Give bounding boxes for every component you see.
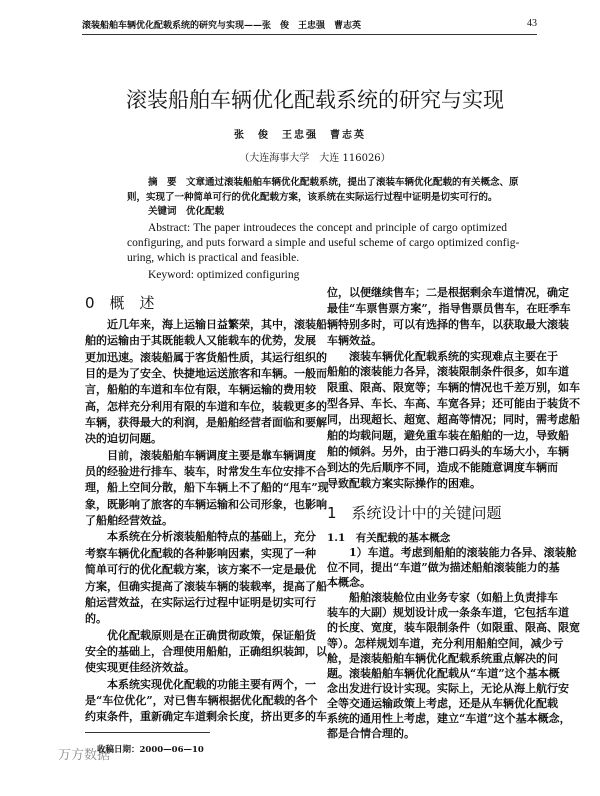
section-heading-0: 0 概 述 [85,294,155,312]
paragraph-line: 简单可行的优化配载方案，该方案不一定是最优 [85,563,316,577]
paragraph-line: 优化配载原则是在正确贯彻政策，保证船货 [107,628,316,642]
paragraph-line: 约束条件，重新确定车道剩余长度，挤出更多的车 [85,710,327,724]
paragraph-line: 船舶滚装舱位由业务专家（如船上负责排车 [349,591,558,605]
abstract-chinese [127,176,519,220]
paragraph-line: 使实现更佳经济效益。 [85,661,195,675]
abstract-cn-line: 则，实现了一种简单可行的优化配载方案，该系统在实际运行过程中证明是切实可行的。 [127,191,498,203]
paragraph-line: 到达的先后顺序不同，造成不能随意调度车辆而 [327,460,558,474]
paragraph-line: 员的经验进行排车、装车，时常发生车位安排不合 [85,465,327,479]
paragraph-line: 近几年来，海上运输日益繁荣，其中，滚装船 [107,318,327,331]
paragraph-line: 的长度、宽度，装车限制条件（如限重、限高、限宽 [327,621,580,635]
running-header-text: 滚装船舶车辆优化配载系统的研究与实现——张 俊 王忠强 曹志英 [82,21,362,31]
paragraph-line: 舱，是滚装船舶车辆优化配载系统重点解决的问 [327,651,558,665]
paragraph-line: 都是合情合理的。 [327,727,415,741]
paragraph-line: 系统的通用性上考虑，建立“车道”这个基本概念， [327,712,571,726]
paragraph-line: 车辆，获得最大的利润，是船舶经营者面临和要解 [85,416,327,430]
paragraph-line: 是“车位优化”，对已售车辆根据优化配载的各个 [85,693,318,707]
paragraph-line: 辆特别多时，可以有选择的售车，以获取最大滚装 [327,317,569,331]
paragraph-line: 舶的倾斜。另外，由于港口码头的车场大小，车辆 [327,444,569,458]
abstract-english [127,221,520,266]
paragraph-line: 了船舶经营效益。 [85,514,173,528]
section-heading-1: 1 系统设计中的关键问题 [327,504,502,522]
paragraph-line: 型各异、车长、车高、车宽各异；还可能由于装货不 [327,397,580,411]
paragraph-line: 车辆效益。 [327,333,382,347]
paragraph-line: 舶的均载问题，避免重车装在船舶的一边，导致船 [327,429,569,443]
right-column-body-b [327,545,580,741]
running-header [82,18,537,32]
paragraph-line: 滚装车辆优化配载系统的实现难点主要在于 [349,349,558,363]
page-number: 43 [527,18,537,29]
paragraph-line: 舶运营效益，在实际运行过程中证明是切实可行 [85,595,316,609]
paragraph-line: 的。 [85,612,107,626]
left-column-body [85,317,329,726]
paragraph-line: 安全的基础上，合理使用船舶，正确组织装卸，以 [85,644,327,658]
footnote-received-date: 收稿日期：2000—06—10 [97,745,204,755]
paragraph-line: 同，出现超长、超宽、超高等情况；同时，需考虑船 [327,413,580,427]
abstract-cn-line: 摘 要 文章通过滚装船舶车辆优化配载系统，提出了滚装车辆优化配载的有关概念、原 [148,177,519,188]
subsection-heading-1-1: 1.1 有关配载的基本概念 [327,532,451,544]
keywords-cn: 关键词 优化配载 [148,206,225,217]
abstract-en-line: configuring, and puts forward a simple and useful scheme of cargo optimized config- [127,237,520,249]
paragraph-line: 等）。怎样规划车道，充分利用船舶空间，减少亏 [327,636,564,650]
paragraph-line: 船舶的滚装能力各异，滚装限制条件很多，如车道 [327,365,569,379]
paragraph-line: 位，以便继续售车；二是根据剩余车道情况，确定 [327,286,569,299]
paragraph-line: 目前，滚装船舶车辆调度主要是靠车辆调度 [107,448,316,462]
watermark: 万方数据 [58,748,111,763]
paragraph-line: 本系统实现优化配载的功能主要有两个，一 [107,677,316,691]
paragraph-line: 本系统在分析滚装船舶特点的基础上，充分 [107,530,316,544]
affiliation: （大连海事大学 大连 116026） [239,153,391,164]
paragraph-line: 言，船舶的车道和车位有限，车辆运输的费用较 [85,383,316,397]
paragraph-line: 念出发进行设计实现。实际上，无论从海上航行安 [327,681,569,695]
paragraph-line: 全等交通运输政策上考虑，还是从车辆优化配载 [327,696,558,710]
paragraph-line: 高，怎样充分利用有限的车道和车位，装载更多的 [85,399,327,413]
paragraph-line: 目的是为了安全、快捷地运送旅客和车辆。一般而 [85,367,327,381]
paragraph-line: 1）车道。考虑到船舶的滚装能力各异、滚装舱 [349,546,577,559]
header-rule [82,34,537,35]
paragraph-line: 更加迅速。滚装船属于客货船性质，其运行组织的 [85,350,327,364]
abstract-en-line: uring, which is practical and feasible. [127,252,300,264]
paragraph-line: 舶的运输由于其既能载人又能载车的优势，发展 [85,334,316,348]
paragraph-line: 方案，但确实提高了滚装车辆的装载率，提高了船 [85,579,327,593]
footnote-rule [85,732,210,733]
paragraph-line: 最佳“车票售票方案”，指导售票员售车，在旺季车 [327,301,571,315]
abstract-en-line: Abstract: The paper introudeces the concept and principle of cargo optimized [148,222,507,234]
paragraph-line: 限重、限高、限宽等；车辆的情况也千差万别，如车 [327,381,580,395]
paper-title: 滚装船舶车辆优化配载系统的研究与实现 [126,88,504,112]
paragraph-line: 考察车辆优化配载的各种影响因素，实现了一种 [85,546,316,560]
paragraph-line: 导致配载方案实际操作的困难。 [327,476,481,490]
paragraph-line: 象，既影响了旅客的车辆运输和公司形象，也影响 [85,497,327,511]
paragraph-line: 位不同，提出“车道”做为描述船舶滚装能力的基 [327,561,560,575]
paragraph-line: 理，船上空间分散，船下车辆上不了船的“甩车”现 [85,481,329,495]
right-column-body-a [327,285,580,492]
authors: 张 俊 王忠强 曹志英 [234,130,366,141]
paragraph-line: 本概念。 [327,576,371,590]
paragraph-line: 装车的大副）规划设计成一条条车道，它包括车道 [327,606,569,620]
keywords-en: Keyword: optimized configuring [148,269,300,281]
paragraph-line: 决的迫切问题。 [85,432,162,446]
paragraph-line: 题。滚装船舶车辆优化配载从“车道”这个基本概 [327,666,560,680]
